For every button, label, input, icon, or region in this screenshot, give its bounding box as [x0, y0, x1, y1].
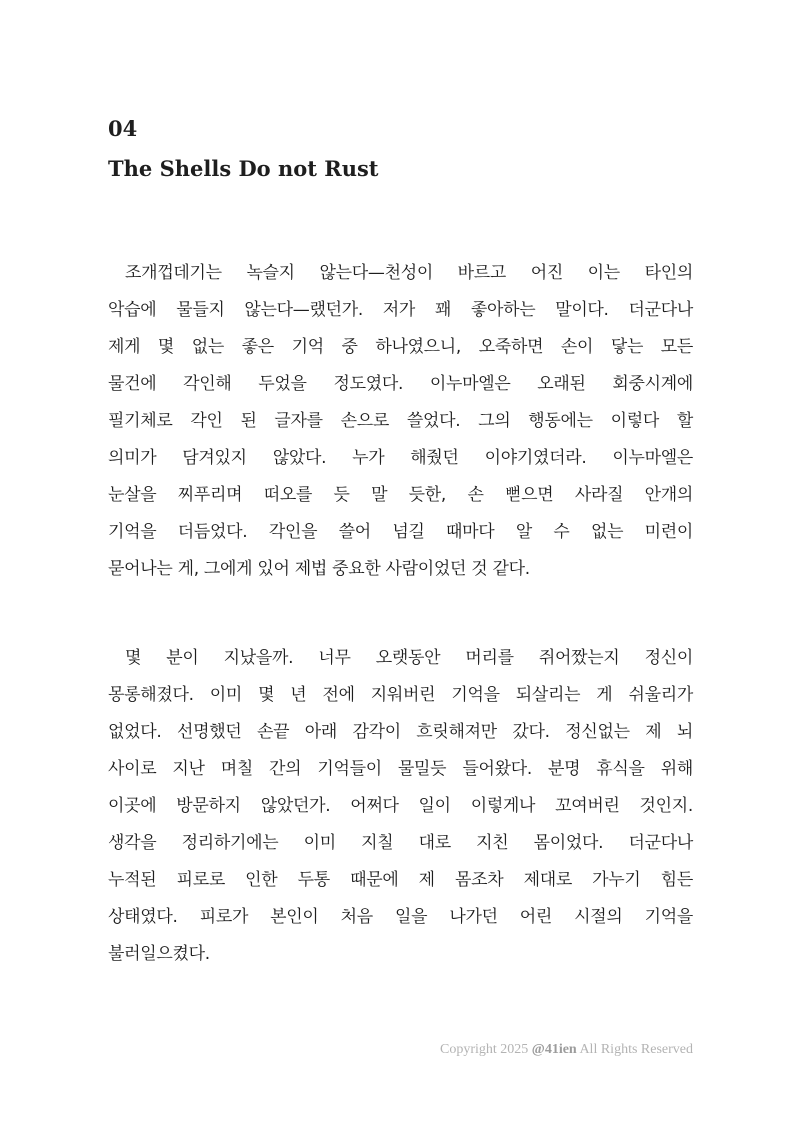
- copyright-suffix: All Rights Reserved: [576, 1042, 693, 1057]
- paragraph-line: 묻어나는 게, 그에게 있어 제법 중요한 사람이었던 것 같다.: [108, 559, 530, 579]
- paragraph-line: 제게 몇 없는 좋은 기억 중 하나였으니, 오죽하면 손이 닿는 모든: [108, 337, 693, 357]
- paragraph-line: 불러일으켰다.: [108, 944, 210, 964]
- paragraph-line: 누적된 피로로 인한 두통 때문에 제 몸조차 제대로 가누기 힘든: [108, 870, 693, 890]
- paragraph-line: 이곳에 방문하지 않았던가. 어쩌다 일이 이렇게나 꼬여버린 것인지.: [108, 796, 693, 816]
- paragraph-line: 상태였다. 피로가 본인이 처음 일을 나가던 어린 시절의 기억을: [108, 907, 693, 927]
- paragraph-line: 몇 분이 지났을까. 너무 오랫동안 머리를 쥐어짰는지 정신이: [125, 648, 693, 668]
- author-handle: @41ien: [531, 1042, 577, 1057]
- paragraph: [108, 640, 693, 973]
- paragraph-line: 눈살을 찌푸리며 떠오를 듯 말 듯한, 손 뻗으면 사라질 안개의: [108, 485, 693, 505]
- copyright-notice: [440, 1042, 693, 1058]
- paragraph-line: 악습에 물들지 않는다—랬던가. 저가 꽤 좋아하는 말이다. 더군다나: [108, 300, 693, 320]
- chapter-title: The Shells Do not Rust: [108, 156, 379, 181]
- paragraph: [108, 255, 693, 588]
- paragraph-line: 조개껍데기는 녹슬지 않는다—천성이 바르고 어진 이는 타인의: [125, 263, 693, 283]
- copyright-prefix: Copyright 2025: [440, 1042, 532, 1057]
- paragraph-line: 몽롱해졌다. 이미 몇 년 전에 지워버린 기억을 되살리는 게 쉬울리가: [108, 685, 693, 705]
- paragraph-line: 필기체로 각인 된 글자를 손으로 쓸었다. 그의 행동에는 이렇다 할: [108, 411, 693, 431]
- paragraph-line: 없었다. 선명했던 손끝 아래 감각이 흐릿해져만 갔다. 정신없는 제 뇌: [108, 722, 693, 742]
- paragraph-line: 생각을 정리하기에는 이미 지칠 대로 지친 몸이었다. 더군다나: [108, 833, 693, 853]
- paragraph-line: 기억을 더듬었다. 각인을 쓸어 넘길 때마다 알 수 없는 미련이: [108, 522, 693, 542]
- paragraph-line: 사이로 지난 며칠 간의 기억들이 물밀듯 들어왔다. 분명 휴식을 위해: [108, 759, 693, 779]
- paragraph-line: 물건에 각인해 두었을 정도였다. 이누마엘은 오래된 회중시계에: [108, 374, 693, 394]
- chapter-number: 04: [108, 116, 138, 141]
- paragraph-line: 의미가 담겨있지 않았다. 누가 해줬던 이야기였더라. 이누마엘은: [108, 448, 693, 468]
